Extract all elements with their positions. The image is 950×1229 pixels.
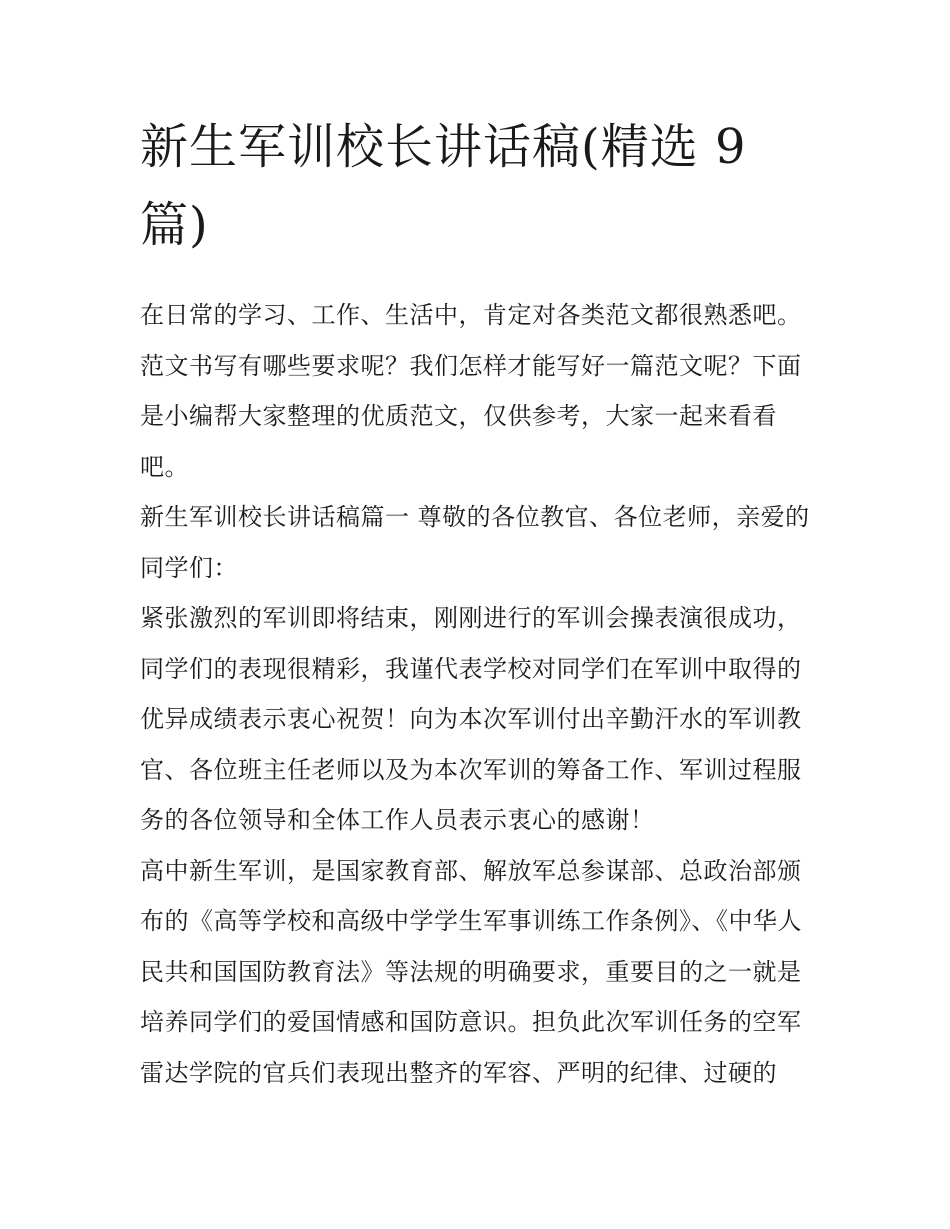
speech-heading-paragraph: 新生军训校长讲话稿篇一 尊敬的各位教官、各位老师，亲爱的同学们： bbox=[140, 503, 810, 582]
document-title: 新生军训校长讲话稿(精选 9 篇) bbox=[140, 119, 747, 253]
speech-paragraph-thanks: 紧张激烈的军训即将结束，刚刚进行的军训会操表演很成功，同学们的表现很精彩，我谨代表学校对同学们在军训中取得的优异成绩表示衷心祝贺！向为本次军训付出辛勤汗水的军训教官、各位班主任老师以及为本次军训的筹备工作、军训过程服务的各位领导和全体工作人员表示衷心的感谢！ bbox=[140, 604, 802, 834]
document-body bbox=[140, 108, 820, 1098]
intro-paragraph: 在日常的学习、工作、生活中，肯定对各类范文都很熟悉吧。范文书写有哪些要求呢？我们怎样才能写好一篇范文呢？下面是小编帮大家整理的优质范文，仅供参考，大家一起来看看吧。 bbox=[140, 301, 802, 481]
speech-paragraph-purpose: 高中新生军训，是国家教育部、解放军总参谋部、总政治部颁布的《高等学校和高级中学学生军事训练工作条例》、《中华人民共和国国防教育法》等法规的明确要求，重要目的之一就是培养同学们的爱国情感和国防意识。担负此次军训任务的空军雷达学院的官兵们表现出整齐的军容、严明的纪律、过硬的 bbox=[140, 856, 802, 1087]
